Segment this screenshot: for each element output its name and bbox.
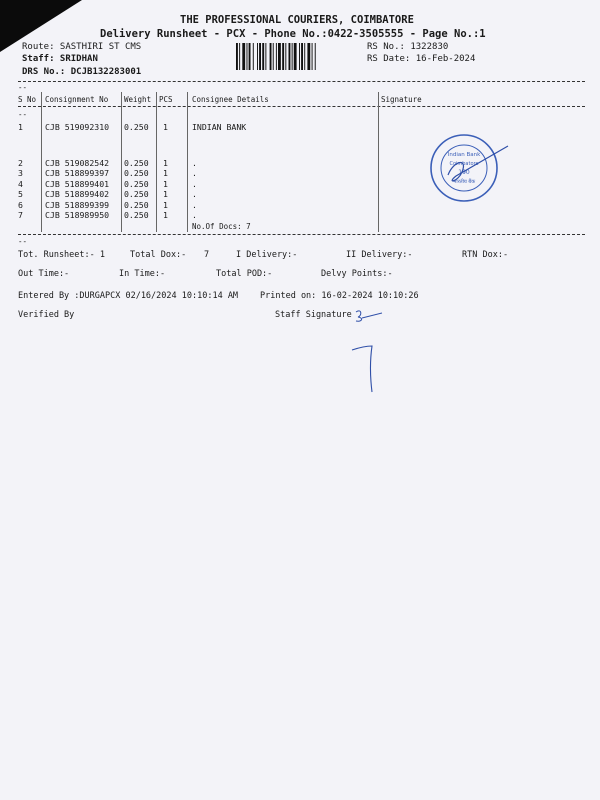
route-label: Route: SASTHIRI ST CMS bbox=[22, 42, 142, 52]
barcode-bar bbox=[257, 43, 258, 70]
row-sno: 5 bbox=[18, 189, 23, 199]
drs-number: DRS No.: DCJB132283001 bbox=[22, 67, 142, 77]
row-consignment: CJB 518899401 bbox=[45, 179, 110, 189]
row-consignee: . bbox=[192, 179, 197, 189]
row-weight: 0.250 bbox=[124, 200, 149, 210]
row-weight: 0.250 bbox=[124, 122, 149, 132]
delvy-points: Delvy Points:- bbox=[321, 269, 393, 279]
col-consignment: Consignment No bbox=[45, 95, 109, 104]
row-weight: 0.250 bbox=[124, 179, 149, 189]
in-time: In Time:- bbox=[119, 269, 166, 279]
row-sno: 2 bbox=[18, 158, 23, 168]
row-pcs: 1 bbox=[163, 179, 168, 189]
row-pcs: 1 bbox=[163, 210, 168, 220]
barcode-bar bbox=[289, 43, 291, 70]
runsheet-subtitle: Delivery Runsheet - PCX - Phone No.:0422-3505555 - Page No.:1 bbox=[100, 28, 486, 40]
divider bbox=[18, 81, 585, 82]
row-consignee: . bbox=[192, 210, 197, 220]
no-of-docs: No.Of Docs: 7 bbox=[192, 222, 251, 231]
col-sno: S No bbox=[18, 95, 37, 104]
stamp-line-4: भारतीय बैंक bbox=[452, 179, 476, 185]
staff-signature-mark bbox=[338, 306, 388, 324]
barcode-bar bbox=[262, 43, 264, 70]
row-consignee: . bbox=[192, 158, 197, 168]
row-weight: 0.250 bbox=[124, 210, 149, 220]
printed-on: Printed on: 16-02-2024 10:10:26 bbox=[260, 291, 419, 301]
col-pcs: PCS bbox=[159, 95, 173, 104]
row-pcs: 1 bbox=[163, 168, 168, 178]
barcode-bar bbox=[304, 43, 305, 70]
barcode-bar bbox=[301, 43, 303, 70]
signature-scribble bbox=[440, 140, 520, 200]
i-delivery: I Delivery:- bbox=[236, 250, 298, 260]
divider-tail: -- bbox=[18, 237, 28, 246]
barcode-bar bbox=[278, 43, 281, 70]
barcode-bar bbox=[265, 43, 266, 70]
barcode-bar bbox=[282, 43, 284, 70]
ii-delivery: II Delivery:- bbox=[346, 250, 413, 260]
out-time: Out Time:- bbox=[18, 269, 70, 279]
handwritten-mark bbox=[348, 340, 388, 400]
row-pcs: 1 bbox=[163, 122, 168, 132]
barcode-bar bbox=[273, 43, 274, 70]
row-consignment: CJB 518899399 bbox=[45, 200, 110, 210]
row-consignment: CJB 519092310 bbox=[45, 122, 110, 132]
column-rule bbox=[41, 92, 42, 232]
barcode-bar bbox=[299, 43, 300, 70]
barcode-bar bbox=[307, 43, 310, 70]
col-consignee: Consignee Details bbox=[192, 95, 269, 104]
row-sno: 1 bbox=[18, 122, 23, 132]
verified-by: Verified By bbox=[18, 310, 75, 320]
col-signature: Signature bbox=[381, 95, 422, 104]
column-rule bbox=[156, 92, 157, 232]
row-consignment: CJB 518989950 bbox=[45, 210, 110, 220]
row-pcs: 1 bbox=[163, 200, 168, 210]
row-consignment: CJB 519082542 bbox=[45, 158, 110, 168]
row-weight: 0.250 bbox=[124, 158, 149, 168]
total-dox-value: 7 bbox=[204, 250, 210, 260]
barcode-bar bbox=[270, 43, 272, 70]
staff-signature: Staff Signature bbox=[275, 310, 352, 320]
barcode-bar bbox=[294, 43, 297, 70]
row-sno: 4 bbox=[18, 179, 23, 189]
row-sno: 7 bbox=[18, 210, 23, 220]
total-pod: Total POD:- bbox=[216, 269, 273, 279]
stamp-line-2: Coimbatore bbox=[449, 161, 479, 167]
barcode-bar bbox=[312, 43, 313, 70]
barcode-bar bbox=[276, 43, 277, 70]
row-sno: 6 bbox=[18, 200, 23, 210]
rtn-dox: RTN Dox:- bbox=[462, 250, 509, 260]
divider bbox=[18, 234, 585, 235]
divider bbox=[18, 106, 585, 107]
barcode-bar bbox=[247, 43, 248, 70]
barcode-bar bbox=[239, 43, 240, 70]
row-weight: 0.250 bbox=[124, 168, 149, 178]
entered-by: Entered By :DURGAPCX 02/16/2024 10:10:14 AM bbox=[18, 291, 239, 301]
column-rule bbox=[378, 92, 379, 232]
barcode bbox=[236, 43, 360, 70]
barcode-bar bbox=[315, 43, 316, 70]
column-rule bbox=[121, 92, 122, 232]
row-consignee: . bbox=[192, 189, 197, 199]
row-consignee: INDIAN BANK bbox=[192, 122, 247, 132]
barcode-bar bbox=[249, 43, 251, 70]
divider-tail: -- bbox=[18, 110, 28, 119]
barcode-bar bbox=[236, 43, 238, 70]
barcode-bar bbox=[242, 43, 245, 70]
row-pcs: 1 bbox=[163, 158, 168, 168]
staff-label: Staff: SRIDHAN bbox=[22, 54, 98, 64]
row-consignment: CJB 518899397 bbox=[45, 168, 110, 178]
row-pcs: 1 bbox=[163, 189, 168, 199]
barcode-bar bbox=[253, 43, 254, 70]
row-consignee: . bbox=[192, 200, 197, 210]
divider-tail: -- bbox=[18, 83, 28, 92]
row-weight: 0.250 bbox=[124, 189, 149, 199]
barcode-bar bbox=[292, 43, 293, 70]
stamp-line-3: 190 bbox=[458, 169, 470, 176]
rs-date: RS Date: 16-Feb-2024 bbox=[367, 54, 476, 64]
stamp-line-1: Indian Bank bbox=[447, 152, 481, 158]
row-consignee: . bbox=[192, 168, 197, 178]
tot-runsheet: Tot. Runsheet:- 1 bbox=[18, 250, 105, 260]
row-consignment: CJB 518899402 bbox=[45, 189, 110, 199]
col-weight: Weight bbox=[124, 95, 152, 104]
row-sno: 3 bbox=[18, 168, 23, 178]
column-rule bbox=[187, 92, 188, 232]
barcode-bar bbox=[285, 43, 286, 70]
barcode-bar bbox=[259, 43, 261, 70]
company-title: THE PROFESSIONAL COURIERS, COIMBATORE bbox=[180, 14, 414, 26]
rs-number: RS No.: 1322830 bbox=[367, 42, 449, 52]
total-dox: Total Dox:- bbox=[130, 250, 187, 260]
